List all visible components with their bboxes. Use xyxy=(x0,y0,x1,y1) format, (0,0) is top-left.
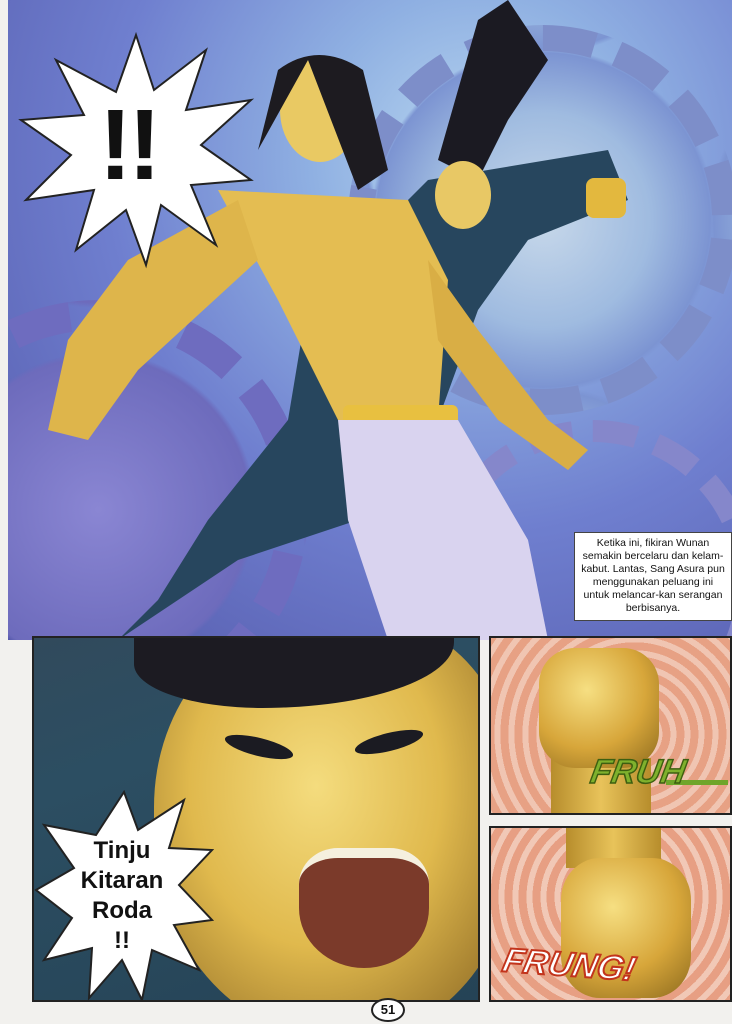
exclamation-text: !! xyxy=(98,89,158,201)
fist-panel-bottom xyxy=(489,826,732,1002)
shout-line: Roda xyxy=(92,897,152,924)
page-number: 51 xyxy=(371,998,405,1022)
villain-mouth xyxy=(299,848,429,968)
shout-text xyxy=(52,836,192,956)
golden-fist xyxy=(539,648,659,768)
gold-fighter-pants xyxy=(338,420,548,640)
sound-effect-frung: FRUNG! xyxy=(499,941,640,989)
sound-effect-fruh: FRUH xyxy=(587,753,689,791)
blue-fighter-gauntlet xyxy=(586,178,626,218)
shout-line: Kitaran xyxy=(80,867,164,894)
blue-fighter-head xyxy=(435,161,491,229)
shout-line: Tinju xyxy=(93,837,151,864)
fist-panel-top xyxy=(489,636,732,815)
blue-fighter-hair xyxy=(438,0,548,180)
top-panel xyxy=(8,0,732,640)
narration-caption: Ketika ini, fikiran Wunan semakin bercelaru dan kelam-kabut. Lantas, Sang Asura pun menggunakan peluang ini untuk melancar-kan serangan berbisanya. xyxy=(574,532,732,621)
shout-line: !! xyxy=(114,927,130,954)
